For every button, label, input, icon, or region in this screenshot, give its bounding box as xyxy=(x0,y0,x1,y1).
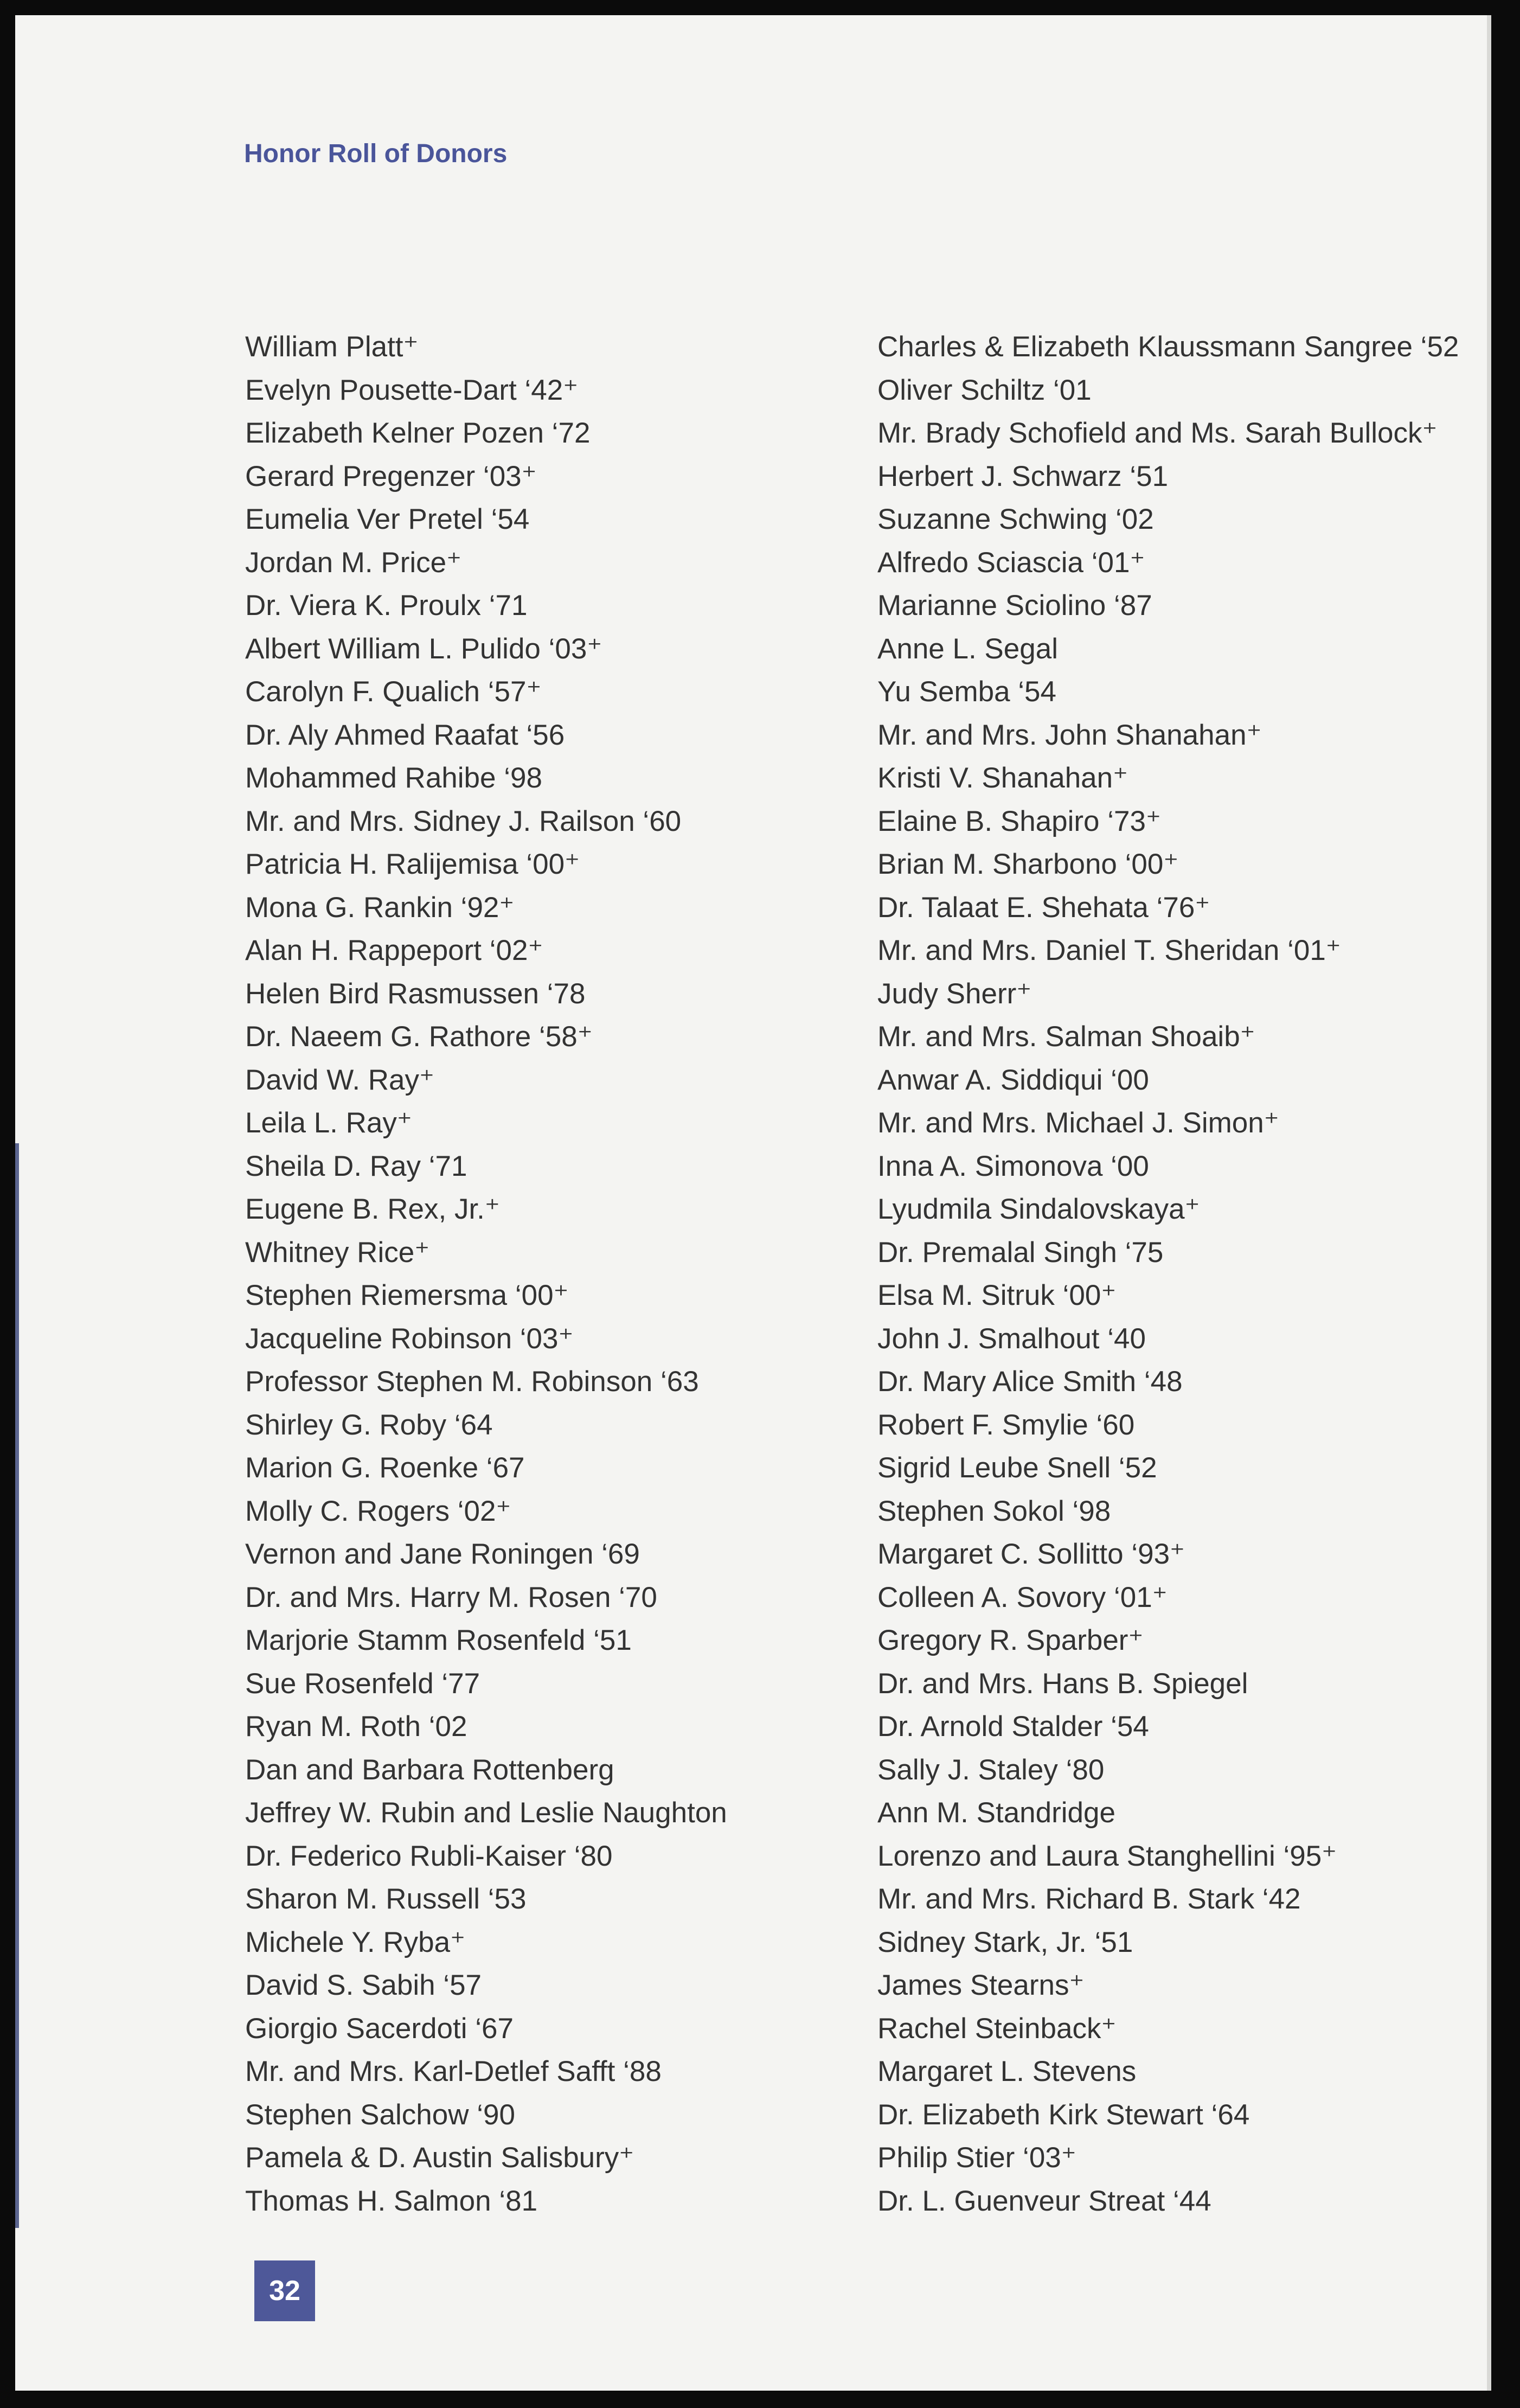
donor-entry: Mona G. Rankin ‘92⁺ xyxy=(245,891,515,924)
donor-entry: Alfredo Sciascia ‘01⁺ xyxy=(877,546,1145,579)
donor-entry: Dr. Talaat E. Shehata ‘76⁺ xyxy=(877,891,1210,924)
donor-entry: Dr. Federico Rubli-Kaiser ‘80 xyxy=(245,1840,613,1872)
donor-entry: Sheila D. Ray ‘71 xyxy=(245,1150,467,1182)
donor-entry: Sally J. Staley ‘80 xyxy=(877,1753,1105,1786)
donor-entry: Carolyn F. Qualich ‘57⁺ xyxy=(245,676,542,708)
donor-entry: Thomas H. Salmon ‘81 xyxy=(245,2185,538,2217)
donor-list-right-column xyxy=(877,325,1479,2223)
donor-entry: Dr. Aly Ahmed Raafat ‘56 xyxy=(245,719,565,751)
donor-entry: Elsa M. Sitruk ‘00⁺ xyxy=(877,1279,1117,1311)
donor-entry: Dr. Viera K. Proulx ‘71 xyxy=(245,590,528,622)
donor-entry: Mr. and Mrs. Salman Shoaib⁺ xyxy=(877,1021,1255,1053)
document-page xyxy=(15,15,1491,2391)
donor-entry: William Platt⁺ xyxy=(245,331,419,363)
donor-entry: Ann M. Standridge xyxy=(877,1797,1115,1829)
donor-entry: Judy Sherr⁺ xyxy=(877,977,1032,1010)
donor-entry: Elaine B. Shapiro ‘73⁺ xyxy=(877,805,1161,837)
donor-entry: Mr. and Mrs. Sidney J. Railson ‘60 xyxy=(245,805,682,837)
binding-edge xyxy=(15,1143,19,2228)
donor-entry: Mr. and Mrs. Daniel T. Sheridan ‘01⁺ xyxy=(877,934,1341,966)
donor-entry: Mr. Brady Schofield and Ms. Sarah Bullock⁺ xyxy=(877,417,1438,449)
donor-entry: Dr. Premalal Singh ‘75 xyxy=(877,1236,1164,1269)
donor-entry: Philip Stier ‘03⁺ xyxy=(877,2142,1076,2174)
donor-entry: John J. Smalhout ‘40 xyxy=(877,1322,1146,1355)
donor-entry: Brian M. Sharbono ‘00⁺ xyxy=(877,848,1179,880)
donor-entry: Jeffrey W. Rubin and Leslie Naughton xyxy=(245,1797,727,1829)
donor-entry: Dr. L. Guenveur Streat ‘44 xyxy=(877,2185,1211,2217)
donor-entry: Sharon M. Russell ‘53 xyxy=(245,1883,527,1915)
donor-entry: James Stearns⁺ xyxy=(877,1969,1085,2001)
donor-entry: Elizabeth Kelner Pozen ‘72 xyxy=(245,417,591,449)
donor-entry: Marion G. Roenke ‘67 xyxy=(245,1452,525,1484)
donor-entry: Marianne Sciolino ‘87 xyxy=(877,590,1152,622)
donor-entry: Rachel Steinback⁺ xyxy=(877,2012,1117,2045)
donor-entry: Mr. and Mrs. John Shanahan⁺ xyxy=(877,719,1262,751)
donor-entry: Inna A. Simonova ‘00 xyxy=(877,1150,1149,1182)
donor-entry: Margaret L. Stevens xyxy=(877,2055,1137,2087)
donor-entry: Mr. and Mrs. Karl-Detlef Safft ‘88 xyxy=(245,2055,662,2087)
donor-entry: Anne L. Segal xyxy=(877,632,1058,665)
donor-entry: Shirley G. Roby ‘64 xyxy=(245,1408,493,1441)
donor-entry: Stephen Salchow ‘90 xyxy=(245,2098,515,2131)
donor-entry: Albert William L. Pulido ‘03⁺ xyxy=(245,632,602,665)
donor-entry: David W. Ray⁺ xyxy=(245,1064,435,1096)
donor-entry: Dr. Naeem G. Rathore ‘58⁺ xyxy=(245,1021,593,1053)
donor-entry: Patricia H. Ralijemisa ‘00⁺ xyxy=(245,848,580,880)
donor-entry: Mr. and Mrs. Michael J. Simon⁺ xyxy=(877,1107,1279,1139)
donor-entry: Vernon and Jane Roningen ‘69 xyxy=(245,1538,640,1570)
donor-entry: Eugene B. Rex, Jr.⁺ xyxy=(245,1193,500,1225)
donor-entry: Lorenzo and Laura Stanghellini ‘95⁺ xyxy=(877,1840,1337,1872)
donor-entry: Sigrid Leube Snell ‘52 xyxy=(877,1452,1157,1484)
donor-entry: Colleen A. Sovory ‘01⁺ xyxy=(877,1581,1168,1613)
donor-entry: Eumelia Ver Pretel ‘54 xyxy=(245,503,530,535)
donor-entry: Michele Y. Ryba⁺ xyxy=(245,1926,466,1958)
donor-entry: Dan and Barbara Rottenberg xyxy=(245,1753,614,1786)
donor-entry: Stephen Riemersma ‘00⁺ xyxy=(245,1279,569,1311)
donor-entry: Alan H. Rappeport ‘02⁺ xyxy=(245,934,543,966)
page-number-badge: 32 xyxy=(254,2260,315,2321)
donor-entry: Dr. Arnold Stalder ‘54 xyxy=(877,1711,1149,1743)
donor-entry: Whitney Rice⁺ xyxy=(245,1236,430,1269)
donor-entry: Leila L. Ray⁺ xyxy=(245,1107,412,1139)
donor-entry: Molly C. Rogers ‘02⁺ xyxy=(245,1495,511,1527)
donor-entry: Dr. Mary Alice Smith ‘48 xyxy=(877,1366,1183,1398)
donor-entry: Margaret C. Sollitto ‘93⁺ xyxy=(877,1538,1185,1570)
donor-entry: Sue Rosenfeld ‘77 xyxy=(245,1667,480,1700)
donor-entry: Gregory R. Sparber⁺ xyxy=(877,1624,1144,1656)
donor-entry: Dr. and Mrs. Harry M. Rosen ‘70 xyxy=(245,1581,657,1613)
donor-entry: David S. Sabih ‘57 xyxy=(245,1969,482,2001)
donor-entry: Mohammed Rahibe ‘98 xyxy=(245,762,542,794)
donor-entry: Professor Stephen M. Robinson ‘63 xyxy=(245,1366,699,1398)
page-edge-shadow xyxy=(1487,15,1491,2391)
donor-entry: Charles & Elizabeth Klaussmann Sangree ‘52 xyxy=(877,331,1459,363)
section-header: Honor Roll of Donors xyxy=(244,139,508,168)
donor-entry: Helen Bird Rasmussen ‘78 xyxy=(245,977,586,1010)
donor-entry: Robert F. Smylie ‘60 xyxy=(877,1408,1135,1441)
donor-entry: Kristi V. Shanahan⁺ xyxy=(877,762,1128,794)
donor-entry: Jacqueline Robinson ‘03⁺ xyxy=(245,1322,574,1355)
donor-entry: Mr. and Mrs. Richard B. Stark ‘42 xyxy=(877,1883,1301,1915)
donor-entry: Stephen Sokol ‘98 xyxy=(877,1495,1111,1527)
donor-list-left-column xyxy=(245,325,852,2223)
donor-entry: Oliver Schiltz ‘01 xyxy=(877,374,1092,406)
donor-entry: Gerard Pregenzer ‘03⁺ xyxy=(245,460,537,492)
donor-entry: Sidney Stark, Jr. ‘51 xyxy=(877,1926,1133,1958)
donor-entry: Anwar A. Siddiqui ‘00 xyxy=(877,1064,1149,1096)
donor-entry: Giorgio Sacerdoti ‘67 xyxy=(245,2012,514,2045)
donor-entry: Dr. Elizabeth Kirk Stewart ‘64 xyxy=(877,2098,1250,2131)
donor-entry: Pamela & D. Austin Salisbury⁺ xyxy=(245,2142,634,2174)
donor-entry: Lyudmila Sindalovskaya⁺ xyxy=(877,1193,1200,1225)
donor-entry: Jordan M. Price⁺ xyxy=(245,546,462,579)
donor-entry: Marjorie Stamm Rosenfeld ‘51 xyxy=(245,1624,632,1656)
donor-entry: Evelyn Pousette-Dart ‘42⁺ xyxy=(245,374,579,406)
donor-entry: Yu Semba ‘54 xyxy=(877,676,1057,708)
donor-entry: Ryan M. Roth ‘02 xyxy=(245,1711,467,1743)
donor-entry: Dr. and Mrs. Hans B. Spiegel xyxy=(877,1667,1248,1700)
donor-entry: Herbert J. Schwarz ‘51 xyxy=(877,460,1169,492)
donor-entry: Suzanne Schwing ‘02 xyxy=(877,503,1154,535)
